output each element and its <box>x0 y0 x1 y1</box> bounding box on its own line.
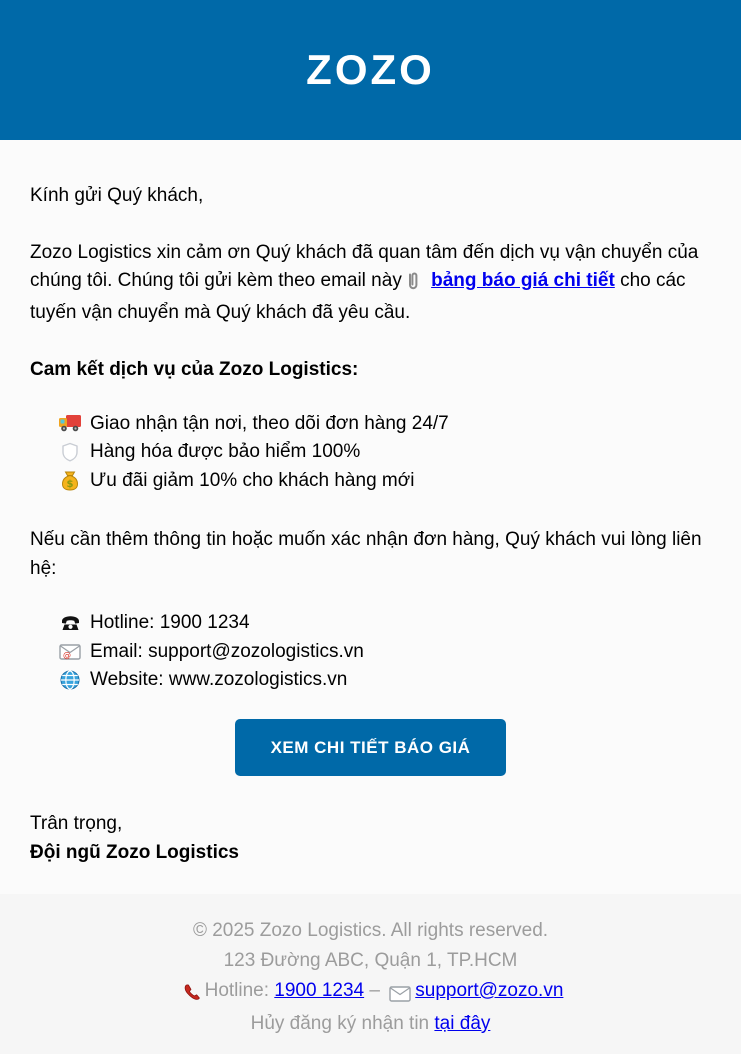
contact-list <box>30 609 711 695</box>
email-body <box>0 140 741 894</box>
cta-row <box>30 719 711 777</box>
phone-receiver-icon <box>182 983 201 1004</box>
signature-text: Đội ngũ Zozo Logistics <box>30 841 239 863</box>
email-header <box>0 0 741 140</box>
list-item <box>58 609 711 638</box>
envelope-icon <box>389 983 411 1004</box>
commitments-list <box>30 410 711 496</box>
contact-item-text: Hotline: 1900 1234 <box>90 612 250 633</box>
truck-icon <box>58 414 82 433</box>
intro-text-before-link: Zozo Logistics xin cảm ơn Quý khách đã quan tâm đến dịch vụ vận chuyển của chúng tôi. Chúng tôi gửi kèm theo email này <box>30 241 699 291</box>
footer-hotline-link[interactable]: 1900 1234 <box>274 980 365 1001</box>
list-item-text: Giao nhận tận nơi, theo dõi đơn hàng 24/7 <box>90 412 449 434</box>
svg-text:$: $ <box>66 479 74 491</box>
intro-text-after-link: cho các tuyến vận chuyển mà Quý khách đã yêu cầu. <box>30 270 686 323</box>
list-item <box>58 467 711 496</box>
closing-block <box>30 810 711 867</box>
shield-icon <box>58 442 82 462</box>
address-text: 123 Đường ABC, Quận 1, TP.HCM <box>223 950 518 971</box>
unsubscribe-text: Hủy đăng ký nhận tin <box>250 1013 435 1034</box>
globe-icon <box>58 670 82 690</box>
quote-detail-link[interactable]: bảng báo giá chi tiết <box>431 270 615 291</box>
contact-item-text: Website: www.zozologistics.vn <box>90 669 348 690</box>
copyright-text: © 2025 Zozo Logistics. All rights reserved. <box>192 920 549 941</box>
list-item <box>58 666 711 695</box>
contact-item-text: Email: support@zozologistics.vn <box>90 640 364 662</box>
telephone-icon <box>58 614 82 632</box>
money-bag-icon <box>58 470 82 491</box>
list-item-text: Ưu đãi giảm 10% cho khách hàng mới <box>90 469 415 491</box>
list-item-text: Hàng hóa được bảo hiểm 100% <box>90 441 361 462</box>
svg-text:@: @ <box>63 650 71 660</box>
greeting-text: Kính gửi Quý khách, <box>30 185 204 206</box>
footer-separator: – <box>364 980 386 1001</box>
intro-paragraph <box>30 239 711 328</box>
zozo-logo: ZOZO <box>306 46 435 93</box>
closing-text: Trân trọng, <box>30 813 123 834</box>
unsubscribe-link[interactable]: tại đây <box>434 1013 491 1034</box>
view-quote-button[interactable]: XEM CHI TIẾT BÁO GIÁ <box>235 719 507 777</box>
contact-intro-text: Nếu cần thêm thông tin hoặc muốn xác nhận đơn hàng, Quý khách vui lòng liên hệ: <box>30 529 702 579</box>
list-item <box>58 638 711 667</box>
email-icon <box>58 644 82 660</box>
commitments-title: Cam kết dịch vụ của Zozo Logistics: <box>30 359 359 380</box>
footer-contact-line <box>0 976 741 1009</box>
unsubscribe-line <box>0 1009 741 1039</box>
list-item <box>58 410 711 439</box>
footer-email-link[interactable]: support@zozo.vn <box>415 980 564 1001</box>
paperclip-icon <box>406 273 420 294</box>
email-footer <box>0 894 741 1054</box>
footer-hotline-label: Hotline: <box>204 980 275 1001</box>
list-item <box>58 438 711 467</box>
